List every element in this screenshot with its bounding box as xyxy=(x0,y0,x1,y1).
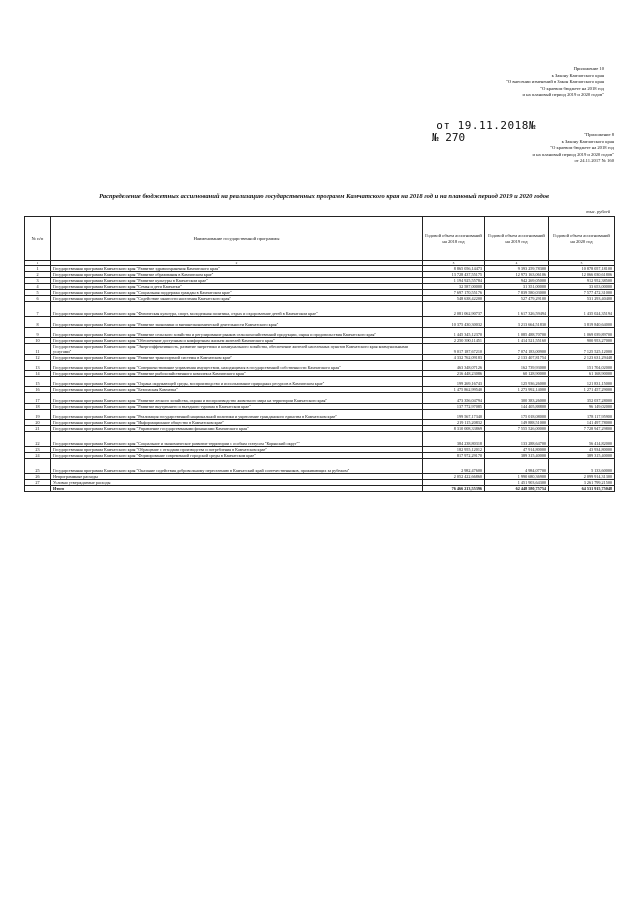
value-2018: 473 356,04794 xyxy=(423,393,485,404)
program-name: Государственная программа Камчатского края "Развитие культуры в Камчатском крае" xyxy=(51,278,423,284)
program-name: Государственная программа Камчатского края "Семья и дети Камчатки" xyxy=(51,284,423,290)
header-line: Приложение 10 xyxy=(573,66,604,71)
program-name: Непрограммные расходы xyxy=(51,474,423,480)
table-row xyxy=(25,410,615,420)
program-name: Государственная программа Камчатского края "Безопасная Камчатка" xyxy=(51,387,423,393)
row-num: 13 xyxy=(25,361,51,371)
header-line: "О краевом бюджете на 2018 год xyxy=(550,145,614,151)
header-line: от 24.11.2017 № 160 xyxy=(574,158,614,164)
value-2018: 1 445 345,12370 xyxy=(423,328,485,338)
value-2020: 389 315,40000 xyxy=(549,453,615,459)
value-2020: 912 952,38500 xyxy=(549,278,615,284)
program-name: Условно утверждаемые расходы xyxy=(51,480,423,486)
value-2019: 3 213 664,51830 xyxy=(485,317,549,328)
row-num: 15 xyxy=(25,377,51,387)
program-name: Государственная программа Камчатского края "Информационное общество в Камчатском крае" xyxy=(51,420,423,426)
col-index: 5 xyxy=(549,261,615,266)
value-2019: 9 393 259,78300 xyxy=(485,266,549,272)
program-name: Государственная программа Камчатского края "Формирование современной городской среды в Камчатском крае" xyxy=(51,453,423,459)
row-num: 22 xyxy=(25,432,51,447)
value-2020: 7 125 525,12000 xyxy=(549,344,615,355)
value-2019: 2 133 407,81754 xyxy=(485,355,549,361)
col-header-2018: Годовой объем ассигнований на 2018 год xyxy=(423,217,485,261)
value-2020: 56 414,82000 xyxy=(549,432,615,447)
row-num: 2 xyxy=(25,272,51,278)
table-row xyxy=(25,328,615,338)
total-row xyxy=(25,486,615,492)
program-name: Государственная программа Камчатского края "Социальная поддержка граждан в Камчатском крае" xyxy=(51,290,423,296)
value-2019: 133 288,64700 xyxy=(485,432,549,447)
row-num: 3 xyxy=(25,278,51,284)
header-line: "О краевом бюджете на 2018 год xyxy=(540,85,604,91)
value-2019: 7 074 183,00900 xyxy=(485,344,549,355)
program-name: Государственная программа Камчатского края "Развитие сельского хозяйства и регулирование рынков сельскохозяйственной продукции, сырья и продовольствия Камчатского края" xyxy=(51,328,423,338)
row-num: 21 xyxy=(25,426,51,432)
value-2020: 1 271 457,29000 xyxy=(549,387,615,393)
value-2020: 141 497,78000 xyxy=(549,420,615,426)
value-2019: 527 479,29100 xyxy=(485,296,549,302)
value-2018: 4 332 762,09183 xyxy=(423,355,485,361)
document-title: Распределение бюджетных ассигнований на реализацию государственных программ Камчатского края на 2018 год и на плановый период 2019 и 2020 годов xyxy=(99,193,549,200)
row-num: 12 xyxy=(25,355,51,361)
previous-appendix-header xyxy=(424,132,614,165)
value-2019: 125 936,26000 xyxy=(485,377,549,387)
value-2018: 182 955,12012 xyxy=(423,447,485,453)
row-num: 27 xyxy=(25,480,51,486)
value-2020: 121 831,15000 xyxy=(549,377,615,387)
value-2018: 1 194 925,55784 xyxy=(423,278,485,284)
value-2020: 10 878 057,18100 xyxy=(549,266,615,272)
program-name: Государственная программа Камчатского края "Обращение с отходами производства и потребления в Камчатском крае" xyxy=(51,447,423,453)
col-index: 2 xyxy=(51,261,423,266)
value-2019: 1 451 903,64300 xyxy=(485,480,549,486)
col-header-name: Наименование государственной программы xyxy=(51,217,423,261)
col-header-num: № п/п xyxy=(25,217,51,261)
value-2020: 1 069 039,89700 xyxy=(549,328,615,338)
total-2019: 62 448 580,75754 xyxy=(485,486,549,492)
table-header-row xyxy=(25,217,615,261)
value-2020: 3 261 799,21500 xyxy=(549,480,615,486)
value-2019: 60 128,90000 xyxy=(485,371,549,377)
value-2019: 31 351,00000 xyxy=(485,284,549,290)
program-name: Государственная программа Камчатского края "Совершенствование управления имуществом, находящимся в государственной собственности Камчатского края" xyxy=(51,361,423,371)
value-2020: 12 066 030,61806 xyxy=(549,272,615,278)
table-row xyxy=(25,432,615,447)
value-2020: 151 704,02000 xyxy=(549,361,615,371)
program-name: Государственная программа Камчатского края "Содействие занятости населения Камчатского края" xyxy=(51,296,423,302)
value-2019: 4 984,07700 xyxy=(485,459,549,474)
table-row xyxy=(25,393,615,404)
program-name: Государственная программа Камчатского края "Развитие здравоохранения Камчатского края" xyxy=(51,266,423,272)
value-2018: 10 375 430,30032 xyxy=(423,317,485,328)
value-2020: 531 293,40400 xyxy=(549,296,615,302)
total-num xyxy=(25,486,51,492)
value-2019: 1 990 680,36900 xyxy=(485,474,549,480)
total-label: Итого xyxy=(51,486,423,492)
program-name: Государственная программа Камчатского края "Развитие экономики и внешнеэкономической деятельности Камчатского края" xyxy=(51,317,423,328)
value-2018: 2 250 390,11451 xyxy=(423,338,485,344)
value-2020: 2 099 914,31300 xyxy=(549,474,615,480)
value-2018: 463 348,07126 xyxy=(423,361,485,371)
value-2018: 2 052 422,66860 xyxy=(423,474,485,480)
value-2019: 300 383,26000 xyxy=(485,393,549,404)
value-2018: 9 017 187,67210 xyxy=(423,344,485,355)
row-num: 14 xyxy=(25,371,51,377)
header-line: "О внесении изменений в Закон Камчатского края xyxy=(506,79,604,85)
program-name: Государственная программа Камчатского края "Энергоэффективность, развитие энергетики и коммунального хозяйства, обеспечение жителей населенных пунктов Камчатского края коммунальными услугами" xyxy=(51,344,423,355)
program-name: Государственная программа Камчатского края "Развитие образования в Камчатском крае" xyxy=(51,272,423,278)
program-name: Государственная программа Камчатского края "Физическая культура, спорт, молодежная политика, отдых и оздоровление детей в Камчатском крае" xyxy=(51,302,423,317)
value-2020: 352 037,28000 xyxy=(549,393,615,404)
col-index: 4 xyxy=(485,261,549,266)
row-num: 26 xyxy=(25,474,51,480)
value-2019: 1 085 488,70700 xyxy=(485,328,549,338)
value-2018: 384 238,80318 xyxy=(423,432,485,447)
row-num: 19 xyxy=(25,410,51,420)
row-num: 7 xyxy=(25,302,51,317)
value-2020: 5 133,60000 xyxy=(549,459,615,474)
row-num: 5 xyxy=(25,290,51,296)
value-2020: 2 123 631,29448 xyxy=(549,355,615,361)
table-row xyxy=(25,361,615,371)
value-2019: 1 414 521,55160 xyxy=(485,338,549,344)
program-name: Государственная программа Камчатского края "Развитие внутреннего и въездного туризма в Камчатском крае" xyxy=(51,404,423,410)
budget-table xyxy=(24,216,615,492)
value-2018: 8 310 008,33869 xyxy=(423,426,485,432)
program-name: Государственная программа Камчатского края "Охрана окружающей среды, воспроизводство и использование природных ресурсов в Камчатском крае" xyxy=(51,377,423,387)
law-number-stamp: № 270 xyxy=(432,131,466,144)
value-2018: 199 567,17340 xyxy=(423,410,485,420)
table-row xyxy=(25,459,615,474)
value-2019: 1 273 992,14000 xyxy=(485,387,549,393)
row-num: 1 xyxy=(25,266,51,272)
value-2020: 33 653,00000 xyxy=(549,284,615,290)
value-2018: 1 475 862,99540 xyxy=(423,387,485,393)
col-header-2019: Годовой объем ассигнований на 2019 год xyxy=(485,217,549,261)
value-2020: 7 728 947,29800 xyxy=(549,426,615,432)
value-2019: 149 888,51000 xyxy=(485,420,549,426)
row-num: 11 xyxy=(25,344,51,355)
value-2018: 548 638,42200 xyxy=(423,296,485,302)
col-index: 1 xyxy=(25,261,51,266)
program-name: Государственная программа Камчатского края "Развитие рыбохозяйственного комплекса Камчатского края" xyxy=(51,371,423,377)
program-name: Государственная программа Камчатского края "Развитие транспортной системы в Камчатском крае" xyxy=(51,355,423,361)
appendix-header xyxy=(394,66,604,99)
row-num: 25 xyxy=(25,459,51,474)
program-name: Государственная программа Камчатского края "Обеспечение доступным и комфортным жильем жителей Камчатского края" xyxy=(51,338,423,344)
value-2019: 7 839 580,03000 xyxy=(485,290,549,296)
value-2020: 7 577 472,31000 xyxy=(549,290,615,296)
row-num: 17 xyxy=(25,393,51,404)
value-2019: 162 739,93000 xyxy=(485,361,549,371)
table-row xyxy=(25,377,615,387)
value-2019: 1 617 326,59494 xyxy=(485,302,549,317)
value-2018: 32 587,00000 xyxy=(423,284,485,290)
program-name: Государственная программа Камчатского края "Оказание содействия добровольному переселению в Камчатский край соотечественников, проживающих за рубежом" xyxy=(51,459,423,474)
law-date-stamp: от 19.11.2018№ xyxy=(436,119,536,132)
value-2020: 178 117,95900 xyxy=(549,410,615,420)
program-name: Государственная программа Камчатского края "Развитие лесного хозяйства, охрана и воспроизводство животного мира на территории Камчатского края" xyxy=(51,393,423,404)
row-num: 16 xyxy=(25,387,51,393)
value-2018: 219 115,20832 xyxy=(423,420,485,426)
row-num: 23 xyxy=(25,447,51,453)
value-2018: 13 728 437,55175 xyxy=(423,272,485,278)
value-2019: 144 405,88800 xyxy=(485,404,549,410)
value-2018: 137 772,97085 xyxy=(423,404,485,410)
value-2018: 8 865 056,14473 xyxy=(423,266,485,272)
row-num: 8 xyxy=(25,317,51,328)
header-line: к Закону Камчатского края xyxy=(551,72,604,78)
col-header-2020: Годовой объем ассигнований на 2020 год xyxy=(549,217,615,261)
value-2019: 12 973 163,06106 xyxy=(485,272,549,278)
value-2019: 7 555 526,00000 xyxy=(485,426,549,432)
header-line: и на плановый период 2019 и 2020 годов" xyxy=(522,92,604,98)
header-line: и на плановый период 2019 и 2020 годов" xyxy=(532,151,614,157)
value-2020: 3 819 840,64000 xyxy=(549,317,615,328)
table-body xyxy=(25,266,615,486)
value-2020: 900 953,27000 xyxy=(549,338,615,344)
value-2020: 96 149,02000 xyxy=(549,404,615,410)
value-2018: 216 448,23086 xyxy=(423,371,485,377)
value-2020: 43 934,80000 xyxy=(549,447,615,453)
row-num: 6 xyxy=(25,296,51,302)
row-num: 20 xyxy=(25,420,51,426)
value-2018: 7 697 170,55176 xyxy=(423,290,485,296)
value-2019: 942 269,05000 xyxy=(485,278,549,284)
row-num: 24 xyxy=(25,453,51,459)
table-row xyxy=(25,344,615,355)
value-2020: 61 168,90000 xyxy=(549,371,615,377)
row-num: 10 xyxy=(25,338,51,344)
table-row xyxy=(25,317,615,328)
value-2019: 389 315,40000 xyxy=(485,453,549,459)
value-2019: 175 018,08000 xyxy=(485,410,549,420)
row-num: 18 xyxy=(25,404,51,410)
program-name: Государственная программа Камчатского края "Социальное и экономическое развитие территории с особым статусом "Корякский округ"" xyxy=(51,432,423,447)
value-2020: 1 435 024,35194 xyxy=(549,302,615,317)
row-num: 9 xyxy=(25,328,51,338)
value-2018: 2 982,47600 xyxy=(423,459,485,474)
value-2018: 2 081 062,90737 xyxy=(423,302,485,317)
program-name: Государственная программа Камчатского края "Реализация государственной национальной политики и укрепление гражданского единства в Камчатском крае" xyxy=(51,410,423,420)
table-row xyxy=(25,302,615,317)
value-2018: 199 269,16743 xyxy=(423,377,485,387)
total-2018: 76 466 213,55396 xyxy=(423,486,485,492)
row-num: 4 xyxy=(25,284,51,290)
col-index: 3 xyxy=(423,261,485,266)
header-line: "Приложение 8 xyxy=(584,132,614,137)
units-label: тыс. рублей xyxy=(586,209,610,214)
header-line: к Закону Камчатского края xyxy=(561,138,614,144)
total-2020: 64 531 915,75048 xyxy=(549,486,615,492)
program-name: Государственная программа Камчатского края "Управление государственными финансами Камчатского края" xyxy=(51,426,423,432)
value-2019: 47 914,80000 xyxy=(485,447,549,453)
value-2018: 817 972,29170 xyxy=(423,453,485,459)
